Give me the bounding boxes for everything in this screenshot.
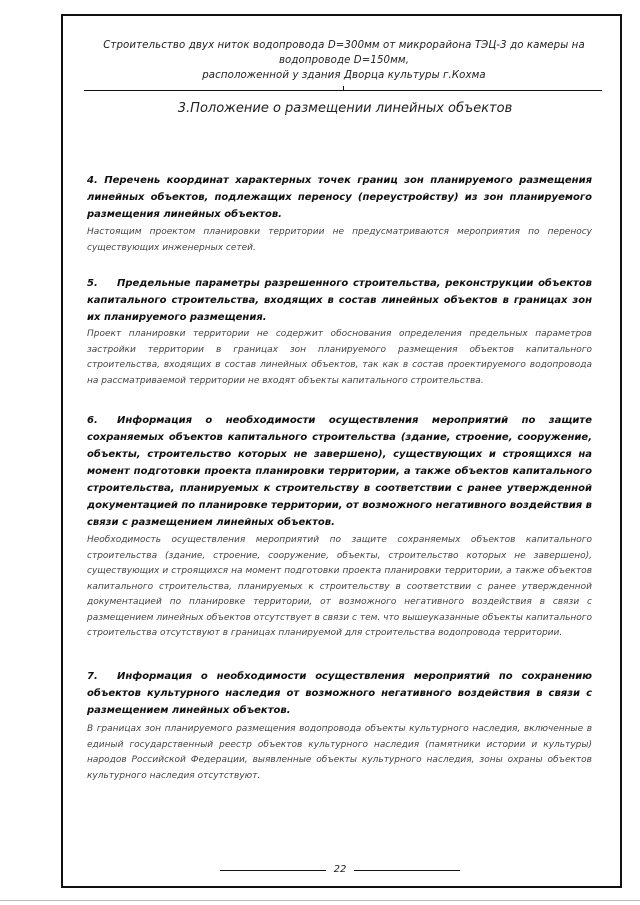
item-number: 7. (87, 671, 98, 682)
item-body-text: В границах зон планируемого размещения водопровода объекты культурного наследия, включенные в единый государственный реестр объектов культурного наследия (памятники истории и культуры) народов Российской Федерации, выявленные объекты культурного наследия, зоны охраны объектов культурного наследия отсутствуют. (87, 724, 592, 781)
item-body-text: Проект планировки территории не содержит обоснования определения предельных параметров застройки территории в границах зон планируемого размещения объектов капитального строительства, входящих в состав линейных объектов, так как в состав проектируемого водопровода на рассматриваемой территории не входят объекты капитального строительства. (87, 329, 592, 386)
item-heading-text: Информация о необходимости осуществления мероприятий по сохранению объектов культурного наследия от возможного негативного воздействия в связи с размещением линейных объектов. (87, 671, 592, 716)
item-number: 4. (87, 175, 98, 186)
footer-line-left (220, 870, 326, 871)
footer-line-right (354, 870, 460, 871)
item-heading-text: Информация о необходимости осуществления мероприятий по защите сохраняемых объектов капитального строительства (здание, строение, сооружение, объекты, строительство которых не завершено), существующих и строящихся на момент подготовки проекта планировки территории, а также объектов капитального строительства, планируемых к строительству в соответствии с ранее утвержденной документацией по планировке территории, от возможного негативного воздействия в связи с размещением линейных объектов. (87, 415, 592, 528)
item-heading-7 (87, 668, 592, 719)
item-body-text: Необходимость осуществления мероприятий по защите сохраняемых объектов капитального строительства (здание, строение, сооружение, объекты, строительство которых не завершено), существующих и строящихся на момент подготовки проекта планировки территории, а также объектов капитального строительства, планируемых к строительству в соответствии с ранее утвержденной документацией по планировке территории, от возможного негативного воздействия в связи с размещением линейных объектов отсутствует в связи с тем. что вышеуказанные объекты капитального строительства отсутствуют в границах планируемой для строительства водопровода территории. (87, 535, 592, 638)
item-body-6 (87, 533, 592, 642)
document-header (74, 38, 614, 83)
item-heading-text: Перечень координат характерных точек границ зон планируемого размещения линейных объектов, подлежащих переносу (переустройству) из зон планируемого размещения линейных объектов. (87, 175, 593, 220)
item-number: 6. (87, 415, 98, 426)
header-line-2: расположенной у здания Дворца культуры г.Кохма (202, 70, 486, 81)
page-number: 22 (333, 864, 347, 875)
item-heading-4 (87, 172, 592, 223)
item-heading-6 (87, 412, 592, 531)
item-heading-text: Предельные параметры разрешенного строительства, реконструкции объектов капитального строительства, входящих в состав линейных объектов в границах зон их планируемого размещения. (87, 278, 592, 323)
item-body-5 (87, 327, 592, 389)
item-body-7 (87, 722, 592, 784)
section-title: 3.Положение о размещении линейных объектов (177, 101, 513, 116)
page-footer (220, 863, 460, 877)
header-divider-tick (343, 86, 344, 91)
item-number: 5. (87, 278, 98, 289)
header-line-1: Строительство двух ниток водопровода D=300мм от микрорайона ТЭЦ-3 до камеры на водопроводе D=150мм, (103, 40, 585, 66)
item-body-text: Настоящим проектом планировки территории не предусматриваются мероприятия по переносу существующих инженерных сетей. (87, 227, 592, 253)
item-body-4 (87, 225, 592, 256)
item-heading-5 (87, 275, 592, 326)
sheet-edge-line (0, 900, 640, 901)
